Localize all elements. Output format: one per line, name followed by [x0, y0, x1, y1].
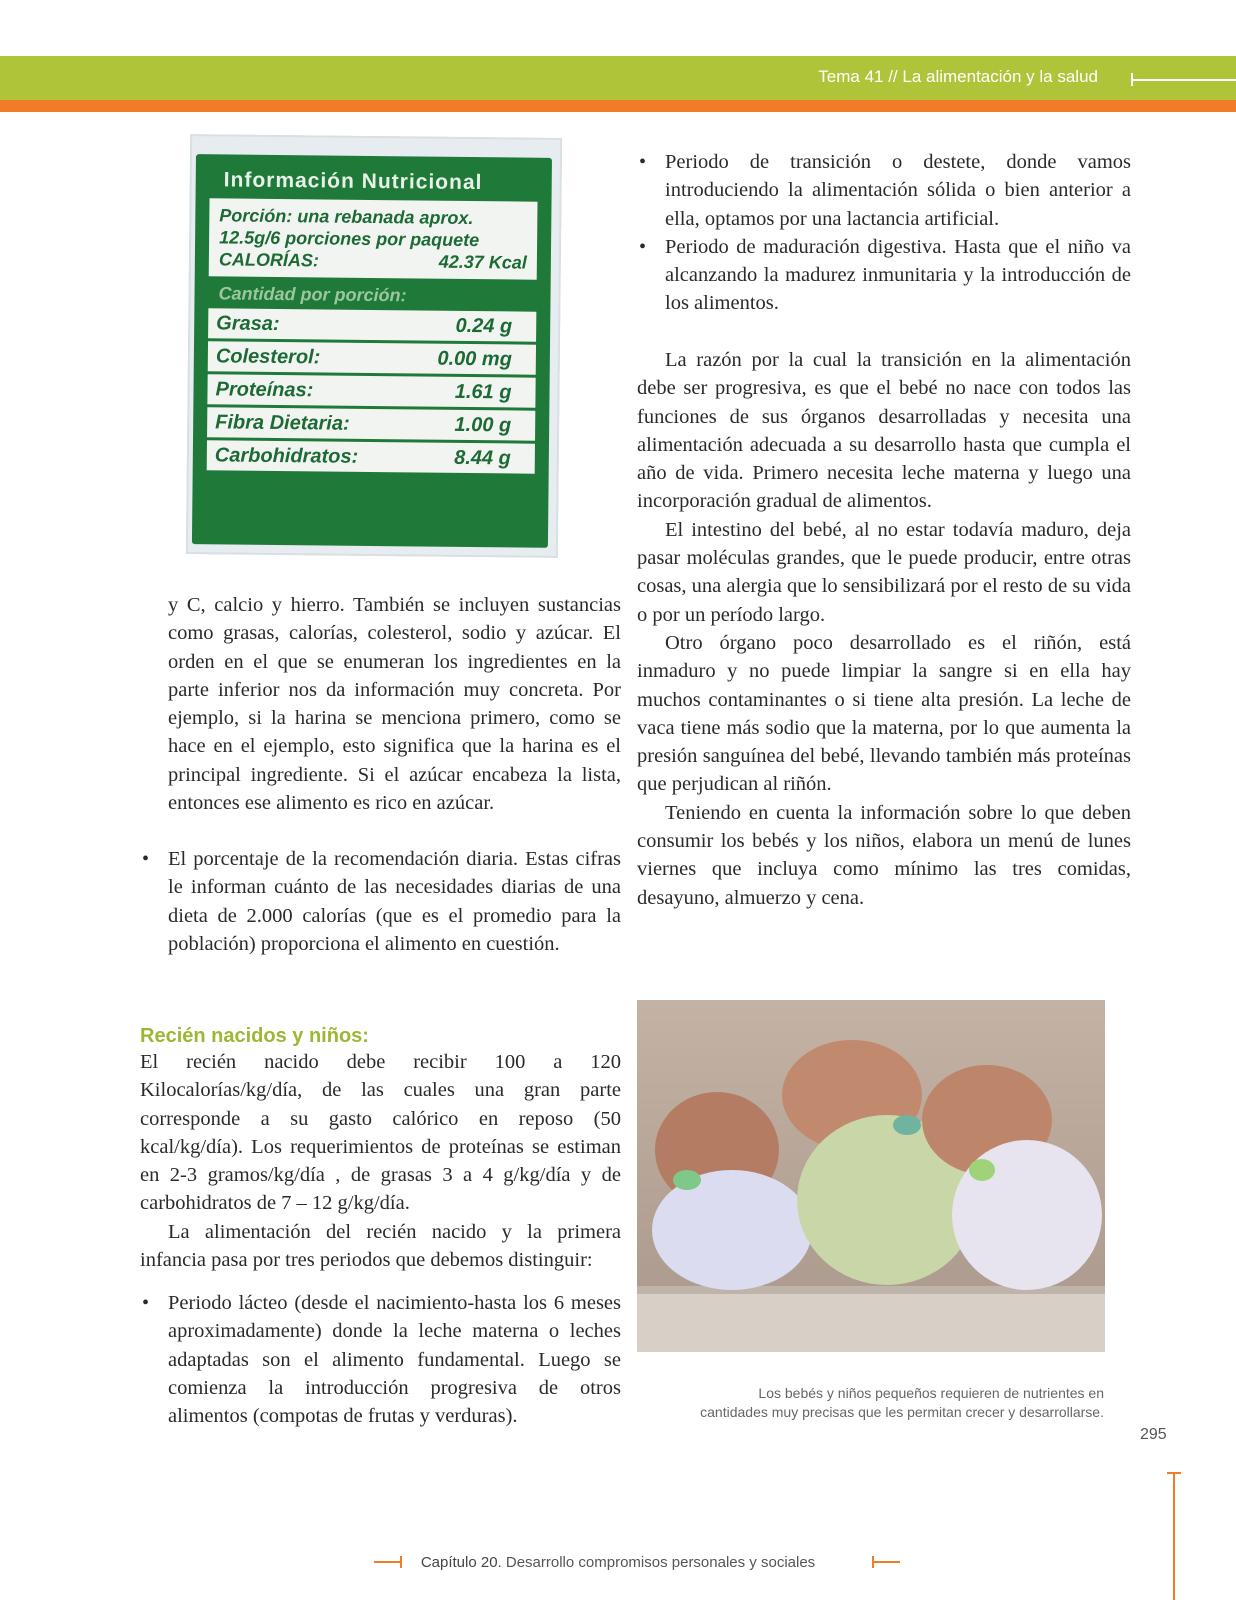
nutrition-row-colesterol	[208, 341, 536, 374]
nutrient-value: 0.00 mg	[437, 347, 512, 371]
nutrient-name: Grasa:	[216, 312, 280, 336]
bullet-porcentaje: • El porcentaje de la recomendación diaria. Estas cifras le informan cuánto de las necesidades diarias de una dieta de 2.000 calorías (que es el promedio para la población) proporciona el alimento en cuestión.	[140, 845, 621, 958]
nutrient-value: 1.00 g	[454, 413, 512, 437]
nutrition-row-grasa	[208, 308, 536, 341]
babies-photo-illustration	[637, 1000, 1105, 1352]
footer-line-right	[872, 1561, 900, 1563]
footer-title: Desarrollo compromisos personales y sociales	[505, 1554, 816, 1571]
header-line	[1132, 79, 1236, 81]
nutrient-name: Proteínas:	[215, 378, 314, 402]
nutrient-name: Fibra Dietaria:	[215, 411, 350, 435]
nutrition-label-title: Información Nutricional	[223, 168, 483, 195]
footer	[0, 1554, 1236, 1571]
footer-chapter: Capítulo 20.	[420, 1554, 502, 1571]
nutrition-row-proteinas	[207, 374, 535, 407]
page-number: 295	[1140, 1426, 1167, 1443]
nutrient-value: 0.24 g	[455, 314, 513, 338]
left-continued-paragraph: y C, calcio y hierro. También se incluyen sustancias como grasas, calorías, colesterol, sodio y azúcar. El orden en el que se enumeran los ingredientes en la parte inferior nos da información muy concreta. Por ejemplo, si la harina se menciona primero, como se hace en el ejemplo, esto significa que la harina es el principal ingrediente. Si el azúcar encabeza la lista, entonces ese alimento es rico en azúcar.	[168, 594, 621, 815]
nutrient-value: 8.44 g	[454, 446, 511, 470]
babies-photo	[637, 1000, 1105, 1352]
nutrient-value: 1.61 g	[454, 380, 512, 404]
left-bullet-list-2	[140, 1289, 621, 1430]
nutrition-row-fibra	[207, 407, 535, 440]
portion-line-2: 12.5g/6 porciones por paquete	[219, 227, 480, 251]
section-heading-recien-nacidos: Recién nacidos y niños:	[140, 1025, 369, 1047]
photo-caption: Los bebés y niños pequeños requieren de nutrientes en cantidades muy precisas que les permitan crecer y desarrollarse.	[700, 1385, 1104, 1420]
nutrition-portion-box	[209, 198, 538, 279]
nutrient-name: Carbohidratos:	[214, 444, 359, 468]
nutrition-rows	[207, 308, 537, 473]
calories-label: CALORÍAS:	[218, 249, 319, 271]
paragraph-transicion: La razón por la cual la transición en la alimentación debe ser progresiva, es que el bebé no nace con todos las funciones de sus órganos desarrolladas y necesita una alimentación adecuada a su desarrollo hasta que cumpla el año de vida. Primero necesita leche materna y luego una incorporación gradual de alimentos.	[637, 349, 1131, 513]
calories-line	[219, 248, 527, 273]
header-topic-title: Tema 41 // La alimentación y la salud	[818, 67, 1098, 86]
page-edge-line	[1173, 1472, 1175, 1600]
portion-line-1: Porción: una rebanada aprox.	[219, 205, 474, 229]
left-bullet-list-1	[140, 845, 621, 958]
paragraph-rinon: Otro órgano poco desarrollado es el riñón, está inmaduro y no puede limpiar la sangre si en ella hay muchos contaminantes o si tiene alta presión. La leche de vaca tiene más sodio que la materna, por lo que aumenta la presión sanguínea del bebé, llevando también más proteínas que perjudican al riñón.	[637, 631, 1131, 796]
paragraph-periods: La alimentación del recién nacido y la primera infancia pasa por tres periodos que debemos distinguir:	[140, 1220, 621, 1272]
paragraph-intestino: El intestino del bebé, al no estar todavía maduro, deja pasar moléculas grandes, que le puede producir, entre otras cosas, una alergia que lo sensibilizará por el resto de su vida o por un período largo.	[637, 518, 1131, 626]
right-paragraphs	[637, 346, 1131, 912]
nutrient-name: Colesterol:	[215, 345, 321, 369]
calories-value: 42.37 Kcal	[438, 251, 527, 273]
right-bullet-list	[637, 148, 1131, 318]
bullet-periodo-transicion: • Periodo de transición o destete, donde vamos introduciendo la alimentación sólida o bien anterior a ella, optamos por una lactancia artificial.	[637, 148, 1131, 233]
bullet-periodo-maduracion: • Periodo de maduración digestiva. Hasta que el niño va alcanzando la madurez inmunitaria y la introducción de los alimentos.	[637, 233, 1131, 318]
header-orange-band	[0, 100, 1236, 112]
paragraph-newborn: El recién nacido debe recibir 100 a 120 Kilocalorías/kg/día, de las cuales una gran parte corresponde a su gasto calórico en reposo (50 kcal/kg/día). Los requerimientos de proteínas se estiman en 2-3 gramos/kg/día , de grasas 3 a 4 g/kg/día y de carbohidratos de 7 – 12 g/kg/día.	[140, 1051, 621, 1215]
bullet-periodo-lacteo: • Periodo lácteo (desde el nacimiento-hasta los 6 meses aproximadamente) donde la leche materna o leches adaptadas son el alimento fundamental. Luego se comienza la introducción progresiva de otros alimentos (compotas de frutas y verduras).	[140, 1289, 621, 1430]
left-lower-text	[140, 1048, 621, 1274]
nutrition-row-carbohidratos	[207, 440, 535, 473]
nutrition-label-photo	[186, 134, 562, 558]
nutrition-label-panel	[192, 154, 552, 548]
paragraph-actividad: Teniendo en cuenta la información sobre lo que deben consumir los bebés y los niños, elabora un menú de lunes viernes que incluya como mínimo las tres comidas, desayuno, almuerzo y cena.	[637, 801, 1131, 909]
nutrition-label-subtitle: Cantidad por porción:	[218, 283, 407, 306]
